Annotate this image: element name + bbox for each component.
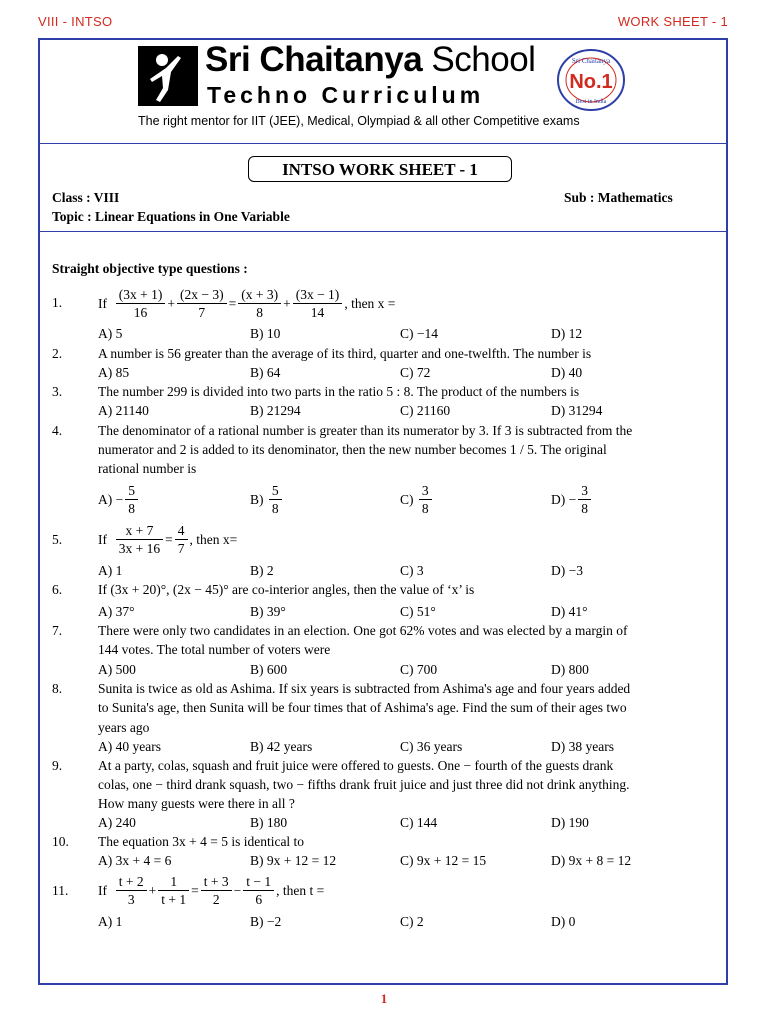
section-heading: Straight objective type questions : (52, 261, 248, 276)
option: D) 31294 (551, 403, 603, 418)
question-text: Sunita is twice as old as Ashima. If six years is subtracted from Ashima's age and four years added (98, 681, 631, 696)
running-header-right: WORK SHEET - 1 (617, 14, 728, 29)
option: B) $\frac{5}{8}$ (250, 482, 284, 517)
svg-text:No.1: No.1 (569, 71, 613, 93)
option: C) −14 (400, 326, 438, 341)
option: D) 9x + 8 = 12 (551, 853, 632, 868)
option: A) 500 (98, 662, 136, 677)
question-text: rational number is (98, 461, 197, 476)
option: B) 10 (250, 326, 281, 341)
question-11-equation: If $\frac{t + 2}{3}$ + $\frac{1}{t + 1}$ = $\frac{t + 3}{2}$ − $\frac{t - 1}{6}$ , then t = (98, 874, 325, 907)
fraction: $\frac{x + 7}{3x + 16}$ (116, 522, 163, 557)
option: C) 72 (400, 365, 431, 380)
question-1-equation: If $\frac{(3x + 1)}{16}$ + $\frac{(2x - 3)}{7}$ = $\frac{(x + 3)}{8}$ + $\frac{(3x - 1)}{14}$ , then x = (98, 287, 396, 320)
question-number: 11. (52, 883, 69, 898)
option: D) 190 (551, 815, 589, 830)
question-text: years ago (98, 720, 150, 735)
option: A) 1 (98, 563, 123, 578)
option: D) −3 (551, 563, 583, 578)
question-number: 1. (52, 295, 63, 310)
question-number: 7. (52, 623, 63, 638)
option: C) $\frac{3}{8}$ (400, 482, 434, 517)
option: B) 180 (250, 815, 288, 830)
meta-divider (38, 231, 728, 232)
option: D) 41° (551, 604, 588, 619)
worksheet-title: INTSO WORK SHEET - 1 (248, 156, 512, 182)
option: B) 600 (250, 662, 288, 677)
option: A) 37° (98, 604, 135, 619)
school-subtitle: Techno Curriculum (207, 82, 485, 108)
question-text: The denominator of a rational number is greater than its numerator by 3. If 3 is subtracted from the (98, 423, 633, 438)
option: C) 144 (400, 815, 438, 830)
fraction: $\frac{(x + 3)}{8}$ (238, 286, 281, 321)
option: B) 64 (250, 365, 281, 380)
fraction: $\frac{(3x + 1)}{16}$ (116, 286, 166, 321)
question-text: The equation 3x + 4 = 5 is identical to (98, 834, 305, 849)
fraction: $\frac{4}{7}$ (175, 522, 188, 557)
option: D) 0 (551, 914, 576, 929)
option: A) 5 (98, 326, 123, 341)
fraction: $\frac{t + 2}{3}$ (116, 873, 147, 908)
question-number: 4. (52, 423, 63, 438)
school-name: Sri Chaitanya School (205, 40, 536, 79)
question-text: to Sunita's age, then Sunita will be four times that of Ashima's age. Find the sum of their ages two (98, 700, 627, 715)
question-text: 144 votes. The total number of voters were (98, 642, 331, 657)
tagline: The right mentor for IIT (JEE), Medical, Olympiad & all other Competitive exams (138, 114, 580, 128)
running-header-left: VIII - INTSO (38, 14, 113, 29)
header-divider (38, 143, 728, 144)
option: D) 40 (551, 365, 583, 380)
question-number: 8. (52, 681, 63, 696)
option: C) 36 years (400, 739, 463, 754)
option: A) 240 (98, 815, 136, 830)
question-number: 10. (52, 834, 69, 849)
question-text: colas, one − third drank squash, two − fifths drank fruit juice and just three did not drink anything. (98, 777, 630, 792)
option: C) 700 (400, 662, 438, 677)
school-logo-icon (138, 46, 198, 106)
subject-label: Sub : Mathematics (564, 190, 673, 205)
question-text: There were only two candidates in an election. One got 62% votes and was elected by a margin of (98, 623, 628, 638)
fraction: $\frac{1}{t + 1}$ (158, 873, 189, 908)
option: C) 9x + 12 = 15 (400, 853, 487, 868)
option: C) 21160 (400, 403, 451, 418)
question-number: 3. (52, 384, 63, 399)
option: B) 21294 (250, 403, 301, 418)
question-text: The number 299 is divided into two parts in the ratio 5 : 8. The product of the numbers is (98, 384, 580, 399)
option: B) 42 years (250, 739, 313, 754)
class-label: Class : VIII (52, 190, 120, 205)
question-text: How many guests were there in all ? (98, 796, 295, 811)
svg-text:Best in India: Best in India (575, 99, 607, 105)
question-number: 9. (52, 758, 63, 773)
question-5-equation: If $\frac{x + 7}{3x + 16}$ = $\frac{4}{7}$ , then x= (98, 523, 238, 556)
option: C) 3 (400, 563, 424, 578)
fraction: $\frac{t + 3}{2}$ (201, 873, 232, 908)
option: A) 21140 (98, 403, 149, 418)
topic-label: Topic : Linear Equations in One Variable (52, 209, 290, 224)
option: A) 3x + 4 = 6 (98, 853, 172, 868)
question-text: A number is 56 greater than the average of its third, quarter and one-twelfth. The number is (98, 346, 592, 361)
fraction: $\frac{t - 1}{6}$ (243, 873, 274, 908)
no1-seal-icon (555, 48, 627, 112)
question-number: 2. (52, 346, 63, 361)
option: D) 38 years (551, 739, 614, 754)
question-number: 5. (52, 532, 63, 547)
option: C) 2 (400, 914, 424, 929)
option: B) 9x + 12 = 12 (250, 853, 337, 868)
question-text: If (3x + 20)°, (2x − 45)° are co-interior angles, then the value of ‘x’ is (98, 582, 475, 597)
option: A) 40 years (98, 739, 161, 754)
page-number: 1 (380, 991, 388, 1006)
svg-text:Sri Chaitanya: Sri Chaitanya (571, 57, 611, 65)
question-number: 6. (52, 582, 63, 597)
option: D) 12 (551, 326, 583, 341)
option: D) 800 (551, 662, 589, 677)
fraction: $\frac{(3x - 1)}{14}$ (293, 286, 343, 321)
question-text: At a party, colas, squash and fruit juice were offered to guests. One − fourth of the guests drank (98, 758, 614, 773)
option: A) 85 (98, 365, 130, 380)
option: C) 51° (400, 604, 436, 619)
option: B) −2 (250, 914, 282, 929)
question-text: numerator and 2 is added to its denominator, then the new number becomes 1 / 5. The original (98, 442, 607, 457)
option: B) 2 (250, 563, 274, 578)
option: B) 39° (250, 604, 286, 619)
fraction: $\frac{(2x - 3)}{7}$ (177, 286, 227, 321)
option: A) 1 (98, 914, 123, 929)
option: D) − $\frac{3}{8}$ (551, 482, 593, 517)
option: A) − $\frac{5}{8}$ (98, 482, 140, 517)
